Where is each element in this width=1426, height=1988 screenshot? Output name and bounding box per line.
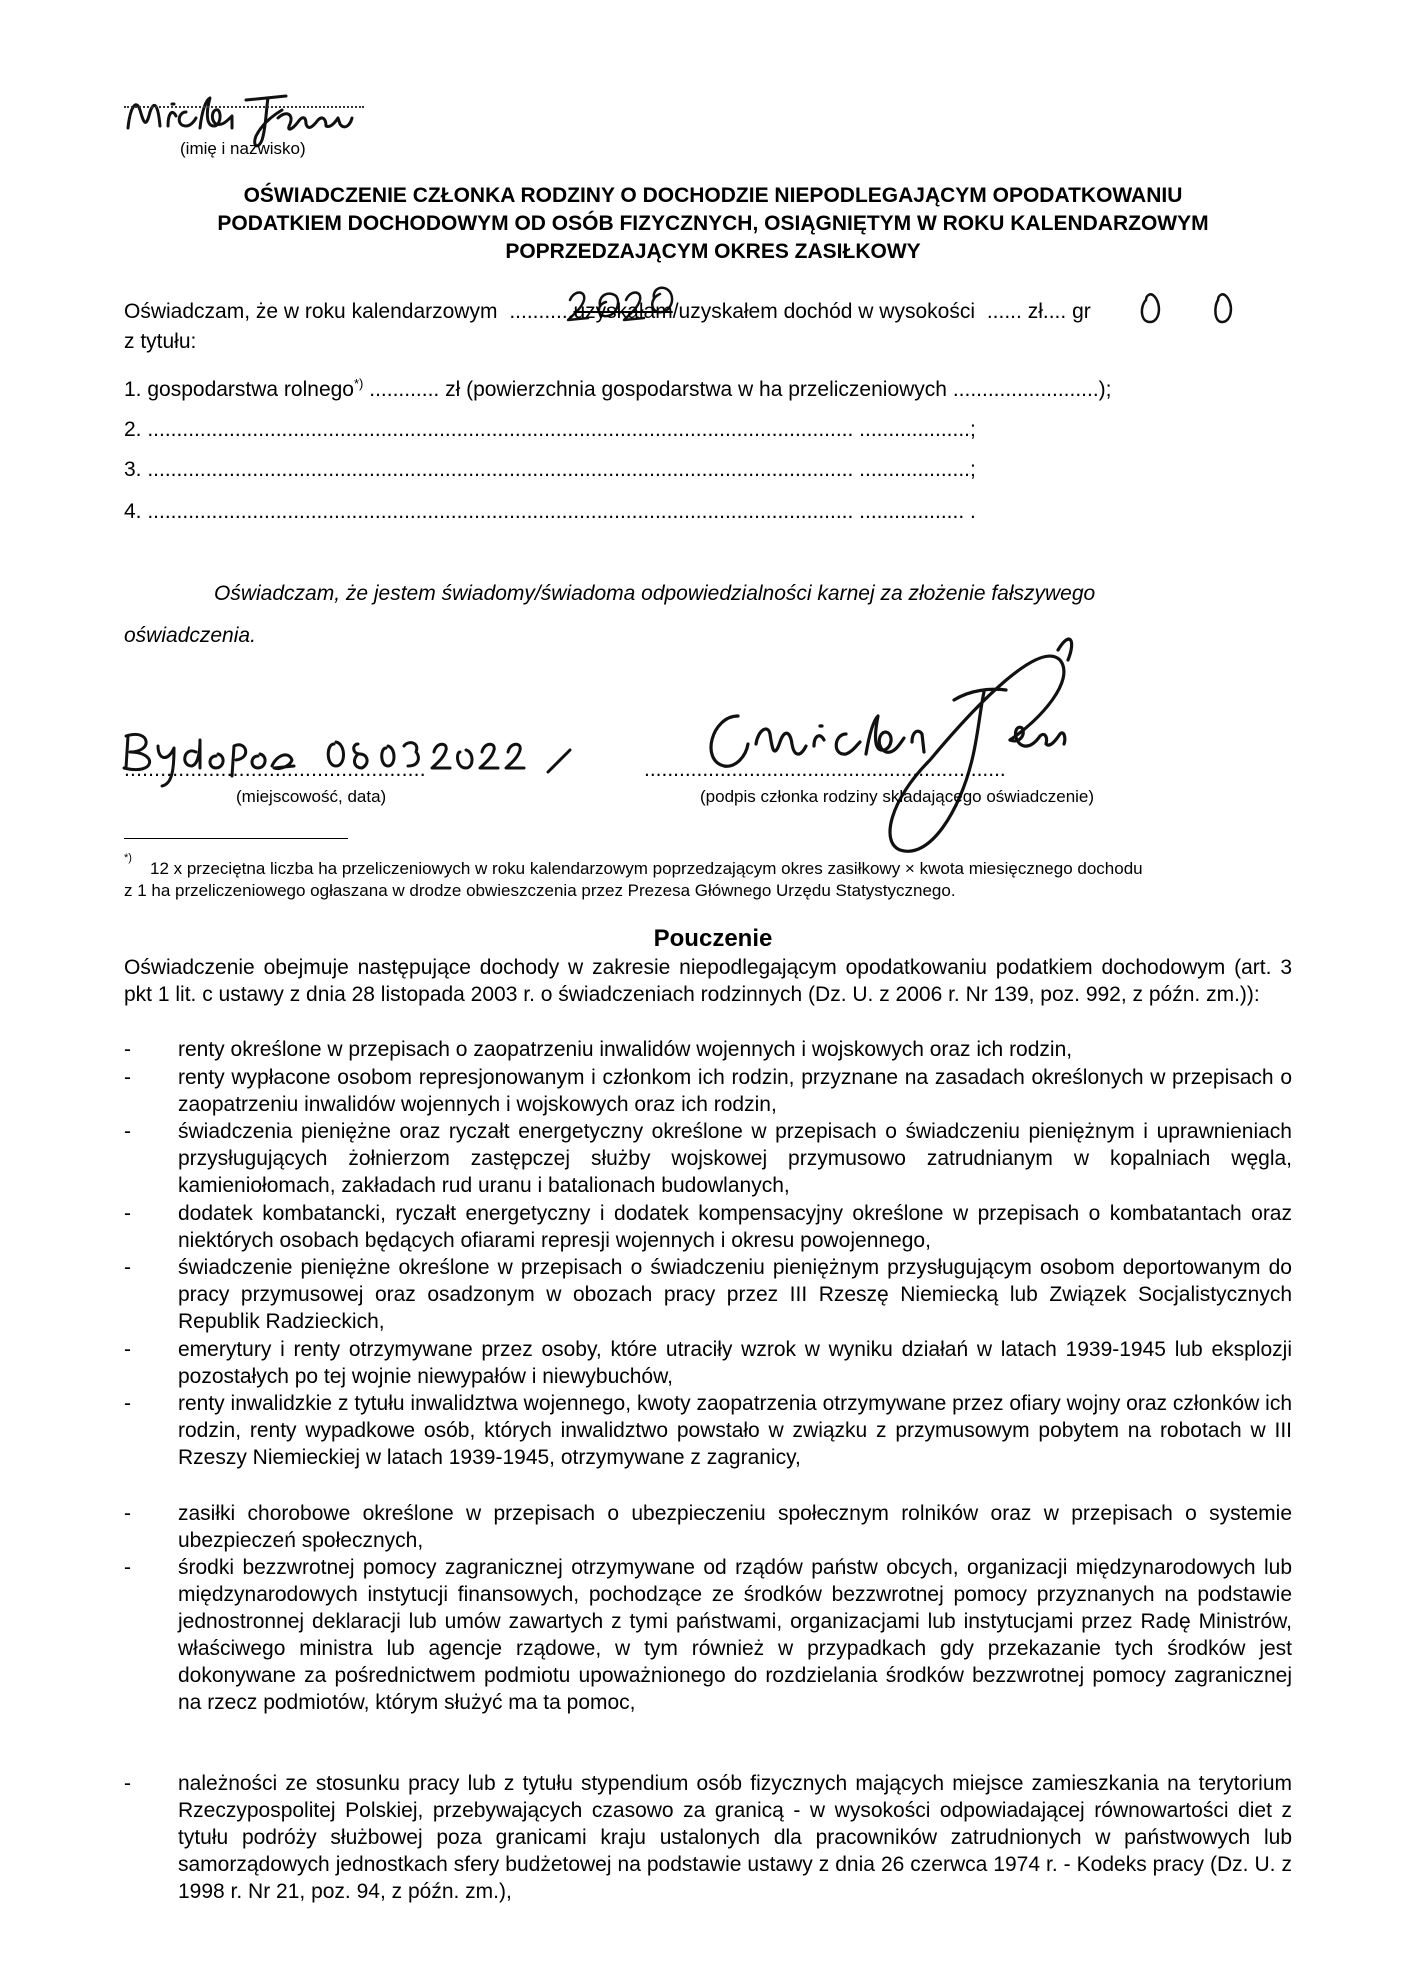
list-item: renty określone w przepisach o zaopatrzeniu inwalidów wojennych i wojskowych oraz ich rodzin,	[178, 1038, 1073, 1061]
list-bullet: -	[124, 1202, 131, 1225]
footnote-marker-label: *)	[124, 852, 132, 864]
list-item: renty inwalidzkie z tytułu inwalidztwa wojennego, kwoty zaopatrzenia otrzymywane przez ofiary wojny oraz członków ich rodzin, renty wypadkowe osób, których inwalidztwo powstało w związku z przymusowym pobytem na robotach w III Rzeszy Niemieckiej w latach 1939-1945, otrzymywane z zagranicy,	[178, 1392, 1292, 1469]
list-bullet: -	[124, 1256, 131, 1279]
document-title-line-2: PODATKIEM DOCHODOWYM OD OSÓB FIZYCZNYCH, OSIĄGNIĘTYM W ROKU KALENDARZOWYM	[217, 212, 1209, 235]
list-item: należności ze stosunku pracy lub z tytułu stypendium osób fizycznych mających miejsce zamieszkania na terytorium Rzeczypospolitej Polskiej, przebywających czasowo za granicą - w wysokości odpowiadającej równowartości diet z tytułu podróży służbowej poza granicami kraju ustalonych dla pracowników zatrudnionych w państwowych lub samorządowych jednostkach sfery budżetowej na podstawie ustawy z dnia 26 czerwca 1974 r. - Kodeks pracy (Dz. U. z 1998 r. Nr 21, poz. 94, z późn. zm.),	[178, 1772, 1292, 1903]
list-bullet: -	[124, 1338, 131, 1361]
signature-field: ..............................................................	[644, 758, 1006, 781]
amount-field: ......	[986, 300, 1022, 323]
document-title-line-3: POPRZEDZAJĄCYM OKRES ZASIŁKOWY	[505, 240, 921, 263]
list-bullet: -	[124, 1772, 131, 1795]
item-1-label: 1. gospodarstwa rolnego	[124, 378, 354, 401]
document-title-line-1: OŚWIADCZENIE CZŁONKA RODZINY O DOCHODZIE NIEPODLEGAJĄCYM OPODATKOWANIU	[243, 184, 1183, 207]
grosze-field: ....	[1042, 300, 1067, 323]
place-date-caption: (miejscowość, data)	[236, 787, 387, 806]
list-item: świadczenie pieniężne określone w przepisach o świadczeniu pieniężnym przysługującym osobom deportowanym do pracy przymusowej oraz osadzonym w obozach pracy przez III Rzeszę Niemiecką lub Związek Socjalistycznych Republik Radzieckich,	[178, 1256, 1292, 1333]
list-bullet: -	[124, 1066, 131, 1089]
list-item: zasiłki chorobowe określone w przepisach o ubezpieczeniu społecznym rolników oraz w przepisach o systemie ubezpieczeń społecznych,	[178, 1502, 1292, 1552]
place-date-field: ..................................................	[124, 758, 426, 781]
name-caption: (imię i nazwisko)	[180, 139, 306, 158]
pouczenie-intro: Oświadczenie obejmuje następujące dochody w zakresie niepodlegającym opodatkowaniu podatkiem dochodowym (art. 3 pkt 1 lit. c ustawy z dnia 28 listopada 2003 r. o świadczeniach rodzinnych (Dz. U. z 2006 r. Nr 139, poz. 992, z późn. zm.)):	[124, 956, 1292, 1006]
list-item: dodatek kombatancki, ryczałt energetyczny i dodatek kompensacyjny określone w przepisach o kombatantach oraz niektórych osobach będących ofiarami represji wojennych i okresu powojennego,	[178, 1202, 1292, 1252]
main-signature	[711, 639, 1072, 851]
statement-continuation: /uzyskałem dochód w wysokości	[672, 300, 975, 323]
year-field: ...........	[509, 300, 574, 323]
income-statement-line	[124, 298, 1091, 326]
item-1-fields: ............ zł (powierzchnia gospodarstwa w ha przeliczeniowych .........................);	[369, 378, 1112, 401]
currency-gr: gr	[1072, 300, 1091, 323]
signature-caption: (podpis członka rodziny składającego oświadczenie)	[700, 787, 1095, 806]
list-item: świadczenia pieniężne oraz ryczałt energetyczny określone w przepisach o świadczeniu pieniężnym i uprawnieniach przysługujących żołnierzom zastępczej służby wojskowej przymusowo zatrudnianym w kopalniach węgla, kamieniołomach, zakładach rud uranu i batalionach budowlanych,	[178, 1120, 1292, 1197]
currency-zl: zł	[1027, 300, 1043, 323]
list-bullet: -	[124, 1556, 131, 1579]
income-item-3: 3. ......................................................................................................................... ...................;	[124, 458, 976, 481]
list-item: środki bezzwrotnej pomocy zagranicznej otrzymywane od rządów państw obcych, organizacji międzynarodowych lub międzynarodowych instytucji finansowych, pochodzące ze środków bezzwrotnej pomocy przyznanych na podstawie jednostronnej deklaracji lub umów zawartych z tymi państwami, organizacjami lub instytucjami przez Radę Ministrów, właściwego ministra lub agencje rządowe, w tym również w przypadkach gdy przekazanie tych środków jest dokonywane za pośrednictwem podmiotu upoważnionego do rozdzielania środków bezzwrotnej pomocy zagranicznej na rzecz podmiotów, którym służyć ma ta pomoc,	[178, 1556, 1292, 1714]
amount-handwriting	[1142, 294, 1231, 322]
list-bullet: -	[124, 1392, 131, 1415]
income-item-2: 2. ......................................................................................................................... ...................;	[124, 418, 976, 441]
list-item: emerytury i renty otrzymywane przez osoby, które utraciły wzrok w wyniku działań w latach 1939-1945 lub eksplozji pozostałych po tej wojnie niewypałów i niewybuchów,	[178, 1338, 1292, 1388]
income-item-1	[124, 370, 1112, 404]
list-bullet: -	[124, 1502, 131, 1525]
statement-prefix: Oświadczam, że w roku kalendarzowym	[124, 300, 498, 323]
footnote-marker: *)	[354, 376, 364, 391]
list-item: renty wypłacone osobom represjonowanym i członkom ich rodzin, przyznane na zasadach określonych w przepisach o zaopatrzeniu inwalidów wojennych i wojskowych oraz ich rodzin,	[178, 1066, 1292, 1116]
pouczenie-heading: Pouczenie	[653, 925, 773, 952]
list-bullet: -	[124, 1120, 131, 1143]
name-signature-dots	[124, 106, 364, 108]
gender-option-female-struck: uzyskałam	[573, 300, 673, 323]
responsibility-declaration-line-2: oświadczenia.	[124, 624, 256, 647]
responsibility-declaration-line-1: Oświadczam, że jestem świadomy/świadoma odpowiedzialności karnej za złożenie fałszywego	[214, 582, 1096, 605]
income-item-4: 4. ......................................................................................................................... .................. .	[124, 500, 976, 523]
statement-second-line: z tytułu:	[124, 330, 197, 353]
footnote-line-2: z 1 ha przeliczeniowego ogłaszana w drodze obwieszczenia przez Prezesa Głównego Urzędu Statystycznego.	[124, 881, 956, 900]
footnote-divider	[124, 838, 348, 839]
footnote-line-1: 12 x przeciętna liczba ha przeliczeniowych w roku kalendarzowym poprzedzającym okres zasiłkowy × kwota miesięcznego dochodu	[150, 859, 1143, 878]
list-bullet: -	[124, 1038, 131, 1061]
